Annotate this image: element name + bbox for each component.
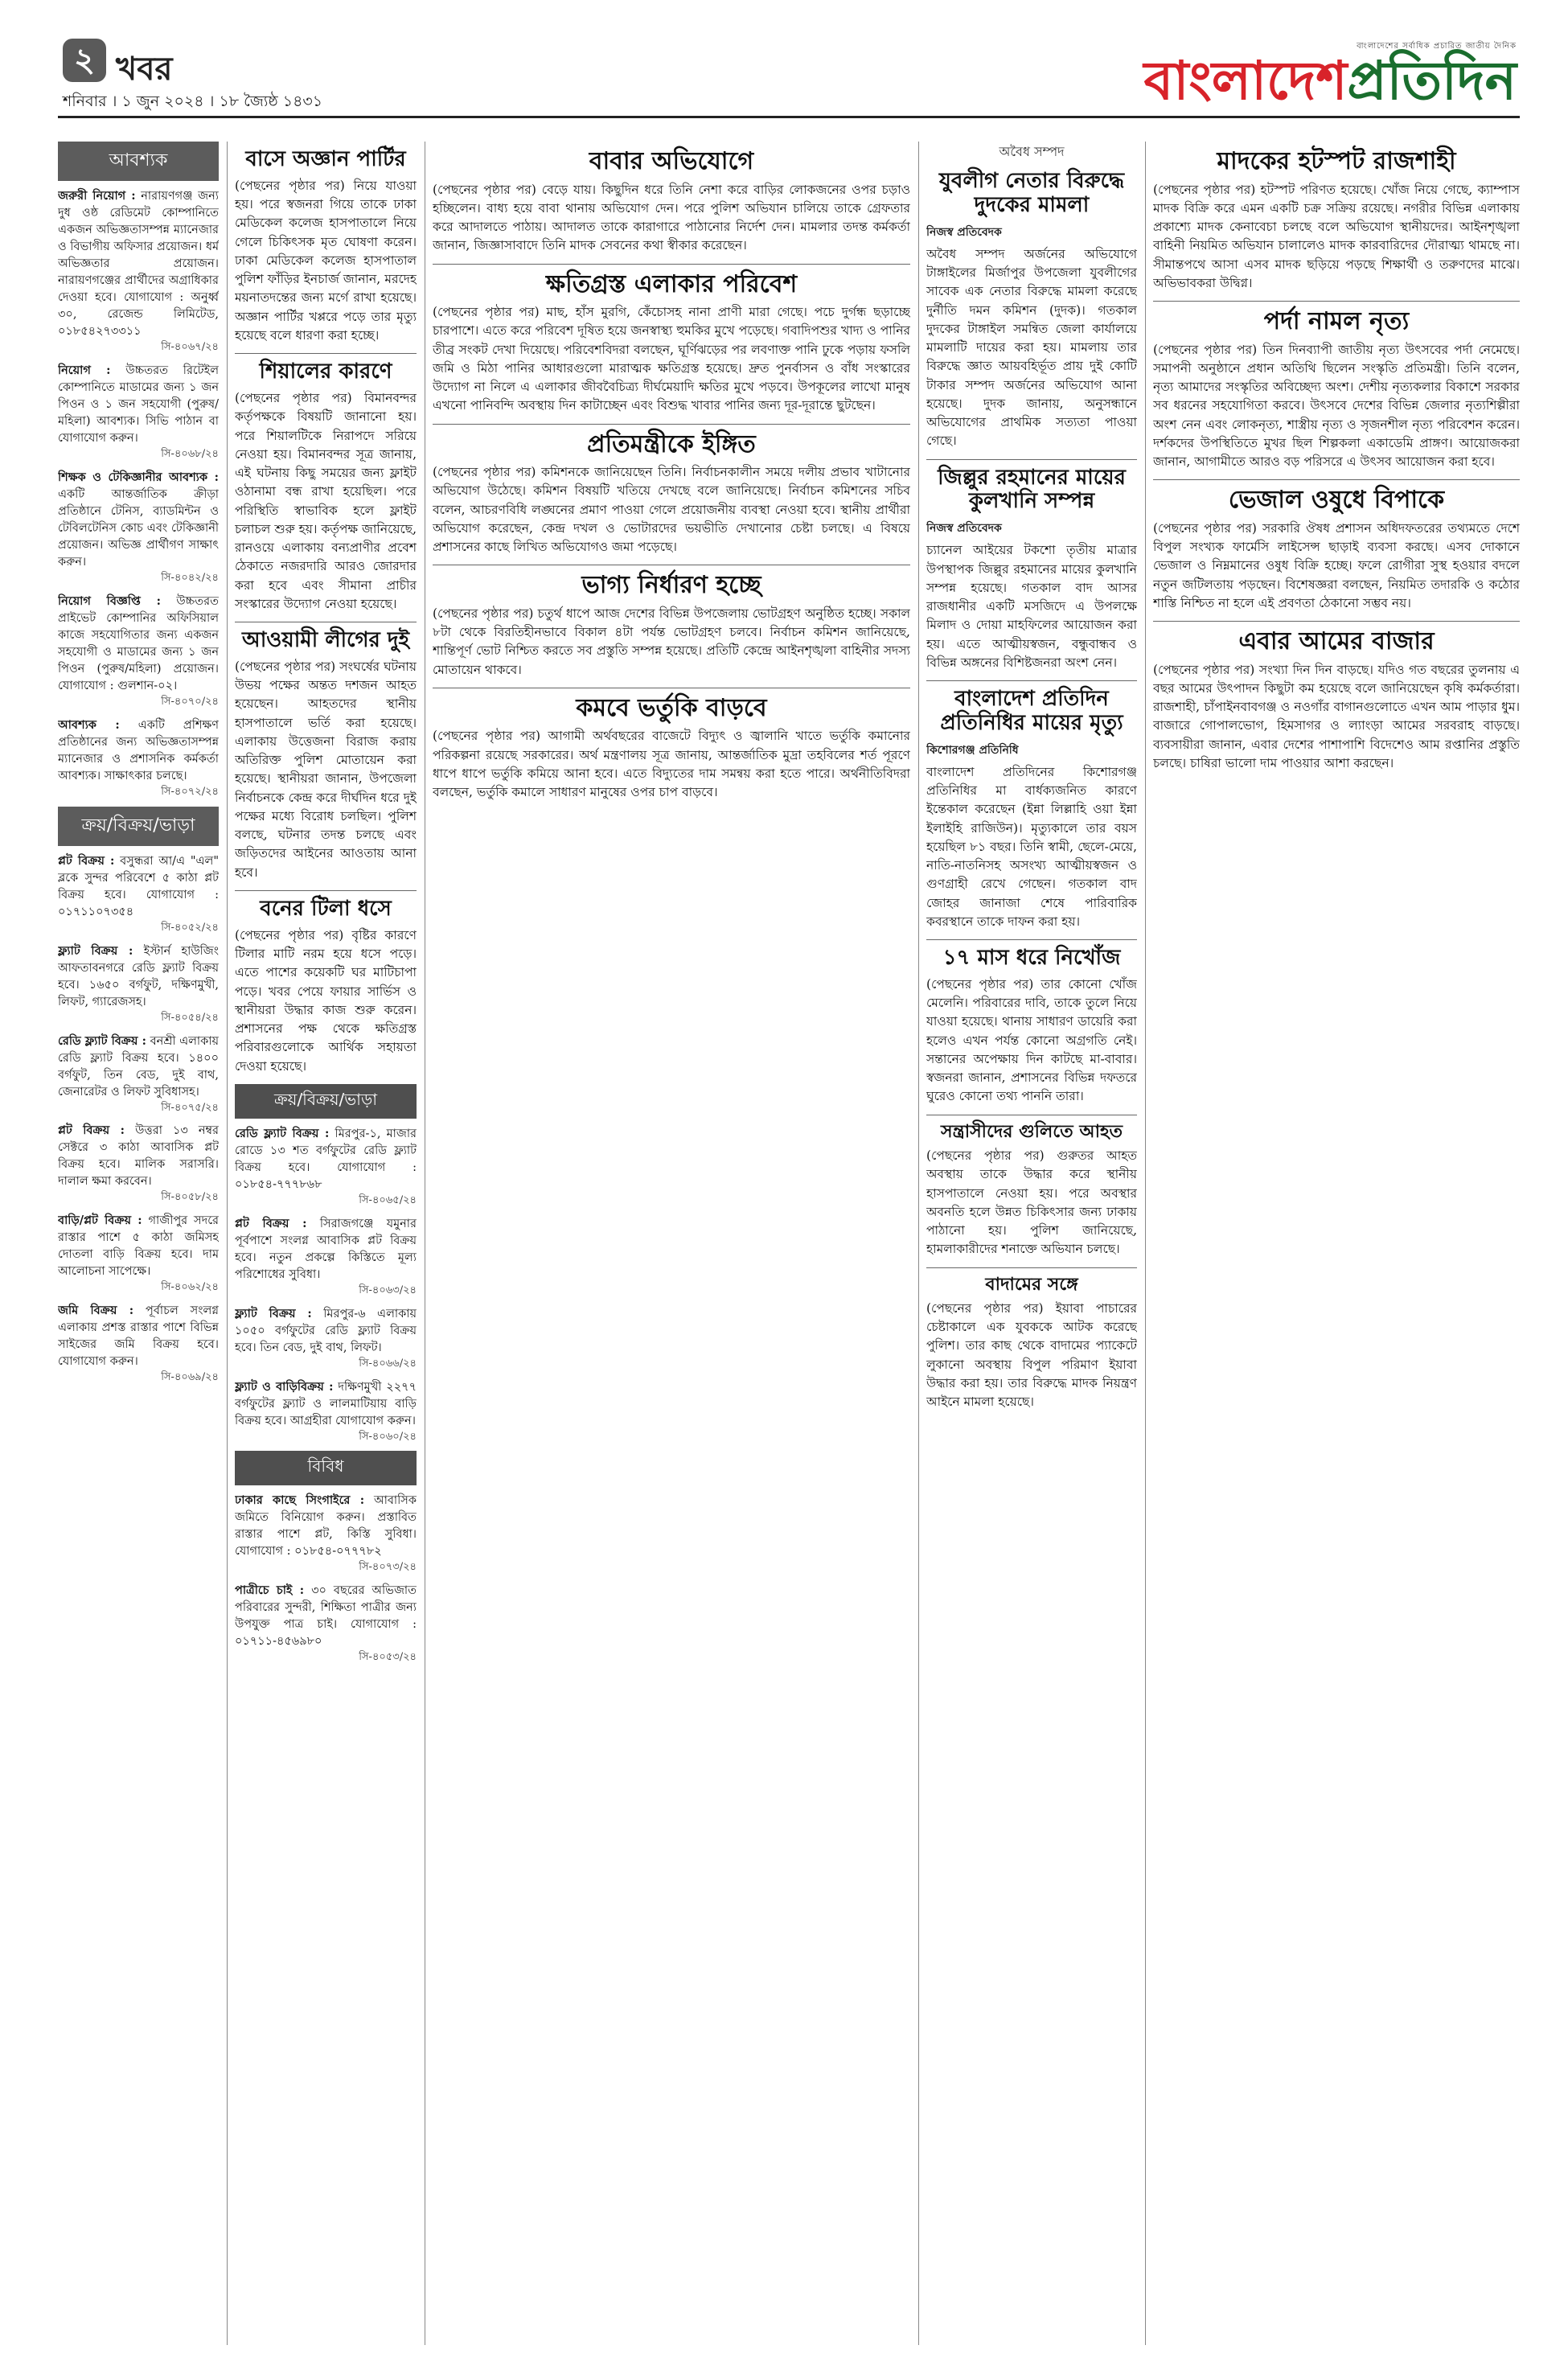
classified-ad-ref: সি-৪০৬৩/২৪ [359, 1284, 417, 1296]
classified-ad [235, 1125, 417, 1209]
story-divider [926, 1267, 1137, 1268]
news-column-2 [235, 142, 417, 2345]
brand-name-part2: প্রতিদিন [1347, 49, 1517, 112]
story-divider [433, 264, 910, 265]
story-father-complaint: (পেছনের পৃষ্ঠার পর) বেড়ে যায়। কিছুদিন ধরে তিনি নেশা করে বাড়ির লোকজনের ওপর চড়াও হচ্ছিলেন। বাধ্য হয়ে বাবা থানায় অভিযোগ দেন। পরে পুলিশ অভিযান চালিয়ে তাকে গ্রেফতার করে আদালতে পাঠায়। আদালত তাকে কারাগারে পাঠানোর নির্দেশ দেন। মামলার তদন্ত কর্মকর্তা জানান, জিজ্ঞাসাবাদে তিনি মাদক সেবনের কথা স্বীকার করেছেন। [433, 182, 910, 253]
classified-ad-title: প্লট বিক্রয় : [235, 1216, 307, 1230]
classified-ad [58, 593, 219, 710]
classified-ad [58, 1212, 219, 1296]
classified-ad [58, 1122, 219, 1205]
classified-ad [58, 469, 219, 586]
classified-ad-ref: সি-৪০৭০/২৪ [161, 695, 219, 708]
story-divider [1153, 479, 1520, 480]
classified-ad-title: শিক্ষক ও টেকিজ্ঞানীর আবশ্যক : [58, 470, 219, 484]
ads-list-wanted [58, 187, 219, 800]
classified-ad-title: পাত্রীচে চাই : [235, 1583, 305, 1598]
classified-ad [235, 1305, 417, 1372]
column-divider [918, 142, 919, 2345]
byline: নিজস্ব প্রতিবেদক [926, 225, 1002, 239]
story-drug-hotspot: (পেছনের পৃষ্ঠার পর) হটস্পট পরিণত হয়েছে। খোঁজ নিয়ে গেছে, ক্যাম্পাস মাদক বিক্রি করে এমন একটি চক্র সক্রিয় রয়েছে। নগরীর বিভিন্ন এলাকায় প্রকাশ্যে মাদক কেনাবেচা চলছে বলে অভিযোগ স্থানীয়দের। আইনশৃঙ্খলা বাহিনী নিয়মিত অভিযান চালালেও মাদক কারবারিদের দৌরাত্ম্য থামছে না। সীমান্তপথে আসা এসব মাদক ছড়িয়ে পড়ছে শিক্ষার্থী ও তরুণদের মাঝে। অভিভাবকরা উদ্বিগ্ন। [1153, 182, 1520, 290]
headline-fake-medicine: ভেজাল ওষুধে বিপাকে [1228, 486, 1445, 515]
classified-ad-title: রেডি ফ্ল্যাট বিক্রয় : [235, 1126, 330, 1140]
classified-ad [58, 852, 219, 936]
story-divider [235, 890, 417, 891]
ads-list-sale [58, 852, 219, 1386]
classified-ad-text: আবাসিক জমিতে বিনিয়োগ করুন। প্রস্তাবিত রাস্তার পাশে প্লট, কিস্তি সুবিধা। যোগাযোগ : ০১৮৫৪-০৭৭৭৮২ [235, 1494, 417, 1559]
headline-shooting: সন্ত্রাসীদের গুলিতে আহত [940, 1120, 1123, 1142]
classified-ad-text: উত্তরা ১৩ নম্বর সেক্টরে ৩ কাঠা আবাসিক প্লট বিক্রয় হবে। মালিক সরাসরি। দালাল ক্ষমা করবেন। [58, 1124, 219, 1189]
classified-ad-text: একটি প্রশিক্ষণ প্রতিষ্ঠানের জন্য অভিজ্ঞতাসম্পন্ন ম্যানেজার ও প্রশাসনিক কর্মকর্তা আবশ্যক। সাক্ষাৎকার চলছে। [58, 718, 219, 782]
classified-ad-title: বাড়ি/প্লট বিক্রয় : [58, 1214, 142, 1228]
classified-ad-title: রেডি ফ্ল্যাট বিক্রয় : [58, 1033, 146, 1048]
classified-ad-title: নিয়োগ : [58, 363, 111, 377]
story-divider [926, 459, 1137, 460]
headline-correspondent-mother: বাংলাদেশ প্রতিদিন প্রতিনিধির মায়ের মৃত্যু [940, 687, 1123, 735]
story-divider [926, 939, 1137, 940]
story-fate-decided: (পেছনের পৃষ্ঠার পর) চতুর্থ ধাপে আজ দেশের বিভিন্ন উপজেলায় ভোটগ্রহণ অনুষ্ঠিত হচ্ছে। সকাল ৮টা থেকে বিরতিহীনভাবে বিকাল ৪টা পর্যন্ত ভোটগ্রহণ চলবে। নির্বাচন কমিশন জানিয়েছে, শান্তিপূর্ণ ভোট নিশ্চিত করতে সব প্রস্তুতি সম্পন্ন হয়েছে। প্রতিটি কেন্দ্রে আইনশৃঙ্খলা বাহিনীর সদস্য মোতায়েন থাকবে। [433, 606, 910, 677]
classified-ad-title: ফ্ল্যাট বিক্রয় : [235, 1306, 312, 1320]
story-divider [235, 353, 417, 354]
classified-ad-ref: সি-৪০৫৩/২৪ [359, 1651, 417, 1664]
brand-logo [1143, 40, 1517, 112]
story-divider [926, 680, 1137, 681]
classified-ad-text: বসুন্ধরা আ/এ "এল" ব্লকে সুন্দর পরিবেশে ৫ কাঠা প্লট বিক্রয় হবে। যোগাযোগ : ০১৭১১০৭৩৫৪ [58, 854, 219, 918]
byline: নিজস্ব প্রতিবেদক [926, 522, 1002, 536]
dateline: শনিবার । ১ জুন ২০২৪ । ১৮ জ্যৈষ্ঠ ১৪৩১ [63, 92, 323, 110]
classified-ad-text: গাজীপুর সদরে রাস্তার পাশে ৫ কাঠা জমিসহ দোতলা বাড়ি বিক্রয় হবে। দাম আলোচনা সাপেক্ষে। [58, 1214, 219, 1279]
story-fake-medicine: (পেছনের পৃষ্ঠার পর) সরকারি ঔষধ প্রশাসন অধিদফতরের তথ্যমতে দেশে বিপুল সংখ্যক ফার্মেসি লাইসেন্স ছাড়াই ব্যবসা করছে। এসব দোকানে ভেজাল ও নিম্নমানের ওষুধ বিক্রি হচ্ছে। ফলে রোগীরা সুস্থ হওয়ার বদলে নতুন জটিলতায় পড়ছেন। বিশেষজ্ঞরা বলছেন, নিয়মিত তদারকি ও কঠোর শাস্তি নিশ্চিত না হলে এই প্রবণতা ঠেকানো সম্ভব নয়। [1153, 520, 1520, 610]
classified-ad-ref: সি-৪০৬৫/২৪ [359, 1193, 417, 1206]
story-bus-robbers: (পেছনের পৃষ্ঠার পর) নিয়ে যাওয়া হয়। পরে স্বজনরা গিয়ে তাকে ঢাকা মেডিকেল কলেজ হাসপাতালে নিয়ে গেলে চিকিৎসক মৃত ঘোষণা করেন। ঢাকা মেডিকেল কলেজ হাসপাতাল পুলিশ ফাঁড়ির ইনচার্জ জানান, মরদেহ ময়নাতদন্তের জন্য মর্গে রাখা হয়েছে। অজ্ঞান পার্টির খপ্পরে পড়ে তার মৃত্যু হয়েছে বলে ধারণা করা হচ্ছে। [235, 178, 417, 343]
headline-nuts: বাদামের সঙ্গে [985, 1273, 1078, 1295]
column-divider [227, 142, 228, 2345]
headline-fate-decided: ভাগ্য নির্ধারণ হচ্ছে [581, 571, 761, 600]
classified-ad [58, 1033, 219, 1116]
classified-ad-ref: সি-৪০৬৬/২৪ [359, 1357, 417, 1370]
classified-ad-title: প্লট বিক্রয় : [58, 853, 115, 868]
story-hill-collapse: (পেছনের পৃষ্ঠার পর) বৃষ্টির কারণে টিলার মাটি নরম হয়ে ধসে পড়ে। এতে পাশের কয়েকটি ঘর মাটিচাপা পড়ে। খবর পেয়ে ফায়ার সার্ভিস ও স্থানীয়রা উদ্ধার কাজ শুরু করেন। প্রশাসনের পক্ষ থেকে ক্ষতিগ্রস্ত পরিবারগুলোকে আর্থিক সহায়তা দেওয়া হয়েছে। [235, 927, 417, 1074]
classified-ad-title: জমি বিক্রয় : [58, 1304, 134, 1318]
story-correspondent-mother: বাংলাদেশ প্রতিদিনের কিশোরগঞ্জ প্রতিনিধির মা বার্ধক্যজনিত কারণে ইন্তেকাল করেছেন (ইন্না লিল্লাহি ওয়া ইন্না ইলাইহি রাজিউন)। মৃত্যুকালে তার বয়স হয়েছিল ৮১ বছর। তিনি স্বামী, ছেলে-মেয়ে, নাতি-নাতনিসহ অসংখ্য আত্মীয়স্বজন ও গুণগ্রাহী রেখে গেছেন। গতকাল বাদ জোহর জানাজা শেষে পারিবারিক কবরস্থানে তাকে দাফন করা হয়। [926, 764, 1137, 929]
classified-ad-text: একটি আন্তর্জাতিক ক্রীড়া প্রতিষ্ঠানে টেনিস, ব্যাডমিন্টন ও টেবিলটেনিস কোচ এবং টেকিজ্ঞানী প্রয়োজন। অভিজ্ঞ প্রার্থীগণ সাক্ষাৎ করুন। [58, 487, 219, 569]
classified-ad-title: আবশ্যক : [58, 717, 120, 732]
story-kulkhani: চ্যানেল আইয়ের টকশো তৃতীয় মাত্রার উপস্থাপক জিল্লুর রহমানের মায়ের কুলখানি সম্পন্ন হয়েছে। গতকাল বাদ আসর রাজধানীর একটি মসজিদে এ উপলক্ষে মিলাদ ও দোয়া মাহফিলের আয়োজন করা হয়। এতে আত্মীয়স্বজন, বন্ধুবান্ধব ও বিভিন্ন অঙ্গনের বিশিষ্টজনরা অংশ নেন। [926, 543, 1137, 670]
story-shooting: (পেছনের পৃষ্ঠার পর) গুরুতর আহত অবস্থায় তাকে উদ্ধার করে স্থানীয় হাসপাতালে নেওয়া হয়। পরে অবস্থার অবনতি হলে উন্নত চিকিৎসার জন্য ঢাকায় পাঠানো হয়। পুলিশ জানিয়েছে, হামলাকারীদের শনাক্তে অভিযান চলছে। [926, 1148, 1137, 1257]
classified-ad-title: প্লট বিক্রয় : [58, 1123, 125, 1138]
classified-ad-ref: সি-৪০৫৪/২৪ [161, 1011, 219, 1024]
classified-ad-ref: সি-৪০৭৫/২৪ [161, 1101, 219, 1114]
classifieds-heading-sale: ক্রয়/বিক্রয়/ভাড়া [58, 807, 219, 846]
classified-ad-title: জরুরী নিয়োগ : [58, 189, 136, 203]
kicker-illegal-assets: অবৈধ সম্পদ [999, 144, 1065, 159]
story-dance-festival: (পেছনের পৃষ্ঠার পর) তিন দিনব্যাপী জাতীয় নৃত্য উৎসবের পর্দা নেমেছে। সমাপনী অনুষ্ঠানে প্রধান অতিথি ছিলেন সংস্কৃতি প্রতিমন্ত্রী। তিনি বলেন, নৃত্য আমাদের সংস্কৃতির অবিচ্ছেদ্য অংশ। দেশীয় নৃত্যকলার বিকাশে সরকার সব ধরনের সহযোগিতা করবে। উৎসবে দেশের বিভিন্ন জেলার নৃত্যশিল্পীরা অংশ নেন এবং লোকনৃত্য, শাস্ত্রীয় নৃত্য ও সৃজনশীল নৃত্য পরিবেশন করেন। দর্শকদের উপস্থিতিতে মুখর ছিল শিল্পকলা একাডেমি প্রাঙ্গণ। আয়োজকরা জানান, আগামীতে আরও বড় পরিসরে এ উৎসব আয়োজন করা হবে। [1153, 342, 1520, 469]
classified-ad [58, 187, 219, 355]
story-divider [1153, 301, 1520, 302]
headline-mango-market: এবার আমের বাজার [1238, 627, 1435, 655]
story-divider [433, 424, 910, 425]
ads-list-sale-2 [235, 1125, 417, 1445]
classified-ad-text: দক্ষিণমুখী ২২৭৭ বর্গফুটের ফ্ল্যাট ও লালমাটিয়ায় বাড়ি বিক্রয় হবে। আগ্রহীরা যোগাযোগ করুন। [235, 1380, 417, 1427]
story-nuts: (পেছনের পৃষ্ঠার পর) ইয়াবা পাচারের চেষ্টাকালে এক যুবককে আটক করেছে পুলিশ। তার কাছ থেকে বাদামের প্যাকেটে লুকানো অবস্থায় বিপুল পরিমাণ ইয়াবা উদ্ধার করা হয়। তার বিরুদ্ধে মাদক নিয়ন্ত্রণ আইনে মামলা হয়েছে। [926, 1300, 1137, 1410]
headline-kulkhani: জিল্লুর রহমানের মায়ের কুলখানি সম্পন্ন [938, 465, 1126, 514]
story-subsidy-cut: (পেছনের পৃষ্ঠার পর) আগামী অর্থবছরের বাজেটে বিদ্যুৎ ও জ্বালানি খাতে ভর্তুকি কমানোর পরিকল্পনা রয়েছে সরকারের। অর্থ মন্ত্রণালয় সূত্র জানায়, আন্তর্জাতিক মুদ্রা তহবিলের শর্ত পূরণে ধাপে ধাপে ভর্তুকি কমিয়ে আনা হবে। এতে বিদ্যুতের দাম সমন্বয় করা হতে পারে। অর্থনীতিবিদরা বলছেন, ভর্তুকি কমালে সাধারণ মানুষের ওপর চাপ বাড়বে। [433, 729, 910, 799]
classified-ad [58, 943, 219, 1026]
classified-ad-ref: সি-৪০৬৯/২৪ [161, 1371, 219, 1384]
classified-ad-title: ঢাকার কাছে সিংগাইরে : [235, 1493, 365, 1508]
classified-ad [235, 1215, 417, 1299]
classified-ad-text: ৩০ বছরের অভিজাত পরিবারের সুন্দরী, শিক্ষিতা পাত্রীর জন্য উপযুক্ত পাত্র চাই। যোগাযোগ : ০১৭১১-৪৫৬৯৮০ [235, 1584, 417, 1649]
column-divider [1145, 142, 1146, 2345]
news-column-4 [926, 142, 1137, 2345]
story-jackal: (পেছনের পৃষ্ঠার পর) বিমানবন্দর কর্তৃপক্ষকে বিষয়টি জানানো হয়। পরে শিয়ালটিকে নিরাপদে সরিয়ে নেওয়া হয়। বিমানবন্দর সূত্র জানায়, এই ঘটনায় কিছু সময়ের জন্য ফ্লাইট ওঠানামা বন্ধ রাখা হয়েছিল। পরে পরিস্থিতি স্বাভাবিক হলে ফ্লাইট চলাচল শুরু হয়। কর্তৃপক্ষ জানিয়েছে, রানওয়ে এলাকায় বন্যপ্রাণীর প্রবেশ ঠেকাতে নজরদারি আরও জোরদার করা হবে এবং সীমানা প্রাচীর সংস্কারের উদ্যোগ নেওয়া হয়েছে। [235, 391, 417, 611]
headline-drug-hotspot: মাদকের হটস্পট রাজশাহী [1217, 147, 1456, 175]
headline-damaged-area: ক্ষতিগ্রস্ত এলাকার পরিবেশ [545, 269, 798, 298]
story-awami-league-clash: (পেছনের পৃষ্ঠার পর) সংঘর্ষের ঘটনায় উভয় পক্ষের অন্তত দশজন আহত হয়েছেন। আহতদের স্থানীয় হাসপাতালে ভর্তি করা হয়েছে। এলাকায় উত্তেজনা বিরাজ করায় অতিরিক্ত পুলিশ মোতায়েন করা হয়েছে। স্থানীয়রা জানান, উপজেলা নির্বাচনকে কেন্দ্র করে দীর্ঘদিন ধরে দুই পক্ষের মধ্যে বিরোধ চলছিল। পুলিশ বলছে, ঘটনার তদন্ত চলছে এবং জড়িতদের আইনের আওতায় আনা হবে। [235, 659, 417, 880]
classified-ad-text: সিরাজগঞ্জে যমুনার পূর্বপাশে সংলগ্ন আবাসিক প্লট বিক্রয় হবে। নতুন প্রকল্পে কিস্তিতে মূল্য পরিশোধের সুবিধা। [235, 1217, 417, 1281]
classified-ad-ref: সি-৪০৬৮/২৪ [161, 448, 219, 461]
classified-ad [235, 1492, 417, 1575]
ads-list-misc [235, 1492, 417, 1665]
classifieds-band-misc: বিবিধ [235, 1451, 417, 1485]
classified-ad-text: নারায়ণগঞ্জ জন্য দুধ ওষ্ঠ রেডিমেট কোম্পানিতে একজন অভিজ্ঞতাসম্পন্ন ম্যানেজার ও বিভাগীয় অফিসার প্রয়োজন। ধর্ম অভিজ্ঞতার প্রয়োজন। নারায়ণগঞ্জের প্রার্থীদের অগ্রাধিকার দেওয়া হবে। যোগাযোগ : অনুর্ধ্ব ৩০, রেজেন্ড লিমিটেড, ০১৮৫৪২৭৩৩১১ [58, 190, 219, 339]
classifieds-column [58, 142, 219, 2345]
news-column-3 [433, 142, 910, 2345]
classified-ad-title: ফ্ল্যাট ও বাড়িবিক্রয় : [235, 1379, 334, 1394]
story-damaged-area: (পেছনের পৃষ্ঠার পর) মাছ, হাঁস মুরগি, কেঁচোসহ নানা প্রাণী মারা গেছে। পচে দুর্গন্ধ ছড়াচ্ছে চারপাশে। এতে করে পরিবেশ দূষিত হয়ে জনস্বাস্থ্য হুমকির মুখে পড়েছে। গবাদিপশুর খাদ্য ও পানির তীব্র সংকট দেখা দিয়েছে। পরিবেশবিদরা বলছেন, ঘূর্ণিঝড়ের পর লবণাক্ত পানি ঢুকে পড়ায় ফসলি জমি ও মিঠা পানির আধারগুলো মারাত্মক ক্ষতিগ্রস্ত হয়েছে। দ্রুত পুনর্বাসন ও বাঁধ সংস্কারের উদ্যোগ না নিলে এ এলাকার জীববৈচিত্র্য দীর্ঘমেয়াদি ক্ষতির মুখে পড়বে। উপকূলের লাখো মানুষ এখনো পানিবন্দি অবস্থায় দিন কাটাচ্ছেন এবং বিশুদ্ধ খাবার পানির জন্য দূর-দূরান্তে ছুটছেন। [433, 305, 910, 413]
headline-bus-robbers: বাসে অজ্ঞান পার্টির [245, 147, 406, 171]
classified-ad-text: মিরপুর-১, মাজার রোডে ১৩ শত বর্গফুটের রেডি ফ্ল্যাট বিক্রয় হবে। যোগাযোগ : ০১৮৫৪-৭৭৭৮৬৮ [235, 1127, 417, 1191]
brand-name [1143, 49, 1517, 112]
classified-ad-title: ফ্ল্যাট বিক্রয় : [58, 943, 133, 958]
headline-jackal: শিয়ালের কারণে [259, 359, 392, 384]
classified-ad-ref: সি-৪০৫৮/২৪ [161, 1191, 219, 1204]
headline-dance-festival: পর্দা নামল নৃত্য [1263, 307, 1410, 335]
headline-subsidy-cut: কমবে ভর্তুকি বাড়বে [576, 693, 767, 722]
page-number-badge: ২ [63, 39, 106, 82]
classifieds-heading-wanted: আবশ্যক [58, 142, 219, 181]
classified-ad [235, 1582, 417, 1665]
byline: কিশোরগঞ্জ প্রতিনিধি [926, 743, 1019, 757]
classifieds-band-sale: ক্রয়/বিক্রয়/ভাড়া [235, 1084, 417, 1119]
masthead-rule [58, 116, 1520, 118]
headline-missing-17-months: ১৭ মাস ধরে নিখোঁজ [942, 946, 1121, 971]
classified-ad-text: মিরপুর-৬ এলাকায় ১০৫০ বর্গফুটের রেডি ফ্ল্যাট বিক্রয় হবে। তিন বেড, দুই বাথ, লিফট। [235, 1307, 417, 1354]
classified-ad-ref: সি-৪০৭৩/২৪ [359, 1561, 417, 1574]
news-column-5 [1153, 142, 1520, 2345]
headline-awami-league-clash: আওয়ামী লীগের দুই [241, 628, 410, 653]
story-acc-case: অবৈধ সম্পদ অর্জনের অভিযোগে টাঙ্গাইলের মির্জাপুর উপজেলা যুবলীগের সাবেক এক নেতার বিরুদ্ধে মামলা করেছে দুর্নীতি দমন কমিশন (দুদক)। গতকাল দুদকের টাঙ্গাইল সমন্বিত জেলা কার্যালয়ে মামলাটি দায়ের করা হয়। মামলায় তার বিরুদ্ধে জ্ঞাত আয়বহির্ভূত প্রায় দুই কোটি টাকার সম্পদ অর্জনের অভিযোগ আনা হয়েছে। দুদক জানায়, অনুসন্ধানে অভিযোগের প্রাথমিক সত্যতা পাওয়া গেছে। [926, 246, 1137, 449]
story-missing-17-months: (পেছনের পৃষ্ঠার পর) তার কোনো খোঁজ মেলেনি। পরিবারের দাবি, তাকে তুলে নিয়ে যাওয়া হয়েছে। থানায় সাধারণ ডায়েরি করা হলেও এখন পর্যন্ত কোনো অগ্রগতি নেই। সন্তানের অপেক্ষায় দিন কাটছে মা-বাবার। স্বজনরা জানান, প্রশাসনের বিভিন্ন দফতরে ঘুরেও কোনো তথ্য পাননি তারা। [926, 976, 1137, 1104]
classified-ad-ref: সি-৪০৬০/২৪ [359, 1430, 417, 1443]
classified-ad [58, 717, 219, 800]
classified-ad-text: ইস্টার্ন হাউজিং আফতাবনগরে রেডি ফ্ল্যাট বিক্রয় হবে। ১৬৫০ বর্গফুট, দক্ষিণমুখী, লিফট, গ্যারেজসহ। [58, 944, 219, 1008]
headline-hill-collapse: বনের টিলা ধসে [260, 896, 392, 921]
brand-tagline: বাংলাদেশের সর্বাধিক প্রচারিত জাতীয় দৈনিক [1357, 42, 1517, 51]
classified-ad-ref: সি-৪০৬২/২৪ [161, 1281, 219, 1294]
classified-ad-ref: সি-৪০৬৭/২৪ [161, 341, 219, 354]
classified-ad [58, 362, 219, 462]
headline-father-complaint: বাবার অভিযোগে [589, 147, 754, 175]
classified-ad-ref: সি-৪০৪২/২৪ [161, 572, 219, 584]
headline-acc-case: যুবলীগ নেতার বিরুদ্ধে দুদকের মামলা [938, 169, 1125, 217]
brand-name-part1: বাংলাদেশ [1143, 49, 1348, 112]
story-mango-market: (পেছনের পৃষ্ঠার পর) সংখ্যা দিন দিন বাড়ছে। যদিও গত বছরের তুলনায় এ বছর আমের উৎপাদন কিছুটা কম হয়েছে বলে জানিয়েছেন কৃষি কর্মকর্তারা। রাজশাহী, চাঁপাইনবাবগঞ্জ ও নওগাঁর বাগানগুলোতে এখন আম পাড়ার ধুম। বাজারে গোপালভোগ, হিমসাগর ও ল্যাংড়া আমের সরবরাহ বাড়ছে। ব্যবসায়ীরা জানান, এবার দেশের পাশাপাশি বিদেশেও আম রপ্তানির প্রস্তুতি চলছে। চাষিরা ভালো দাম পাওয়ার আশা করছেন। [1153, 662, 1520, 770]
classified-ad-text: উচ্চতরত প্রাইভেট কোম্পানির অফিসিয়াল কাজে সহযোগিতার জন্য একজন সহযোগী ও মাডামের জন্য ১ জন পিওন (পুরুষ/মহিলা) প্রয়োজন। যোগাযোগ : গুলশান-০২। [58, 594, 219, 692]
classified-ad-text: বনশ্রী এলাকায় রেডি ফ্ল্যাট বিক্রয় হবে। ১৪০০ বর্গফুট, তিন বেড, দুই বাথ, জেনারেটর ও লিফট সুবিধাসহ। [58, 1034, 219, 1099]
classified-ad [235, 1378, 417, 1445]
classified-ad [58, 1302, 219, 1386]
headline-minister-hint: প্রতিমন্ত্রীকে ইঙ্গিত [587, 429, 756, 458]
classified-ad-text: উচ্চতরত রিটেইল কোম্পানিতে মাডামের জন্য ১ জন পিওন ও ১ জন সহযোগী (পুরুষ/মহিলা) আবশ্যক। সিভি পাঠান বা যোগাযোগ করুন। [58, 363, 219, 446]
classified-ad-text: পূর্বাচল সংলগ্ন এলাকায় প্রশস্ত রাস্তার পাশে বিভিন্ন সাইজের জমি বিক্রয় হবে। যোগাযোগ করুন। [58, 1304, 219, 1369]
section-name: খবর [116, 50, 173, 88]
story-minister-hint: (পেছনের পৃষ্ঠার পর) কমিশনকে জানিয়েছেন তিনি। নির্বাচনকালীন সময়ে দলীয় প্রভাব খাটানোর অভিযোগ উঠেছে। কমিশন বিষয়টি খতিয়ে দেখছে বলে জানিয়েছে। নির্বাচন কমিশনের সচিব বলেন, আচরণবিধি লঙ্ঘনের প্রমাণ পাওয়া গেলে প্রয়োজনীয় ব্যবস্থা নেওয়া হবে। স্থানীয় প্রার্থীরা অভিযোগ করেছেন, কেন্দ্র দখল ও ভোটারদের ভয়ভীতি দেখানোর চেষ্টা চলছে। এ বিষয়ে প্রশাসনের কাছে লিখিত অভিযোগও জমা পড়েছে। [433, 465, 910, 554]
classified-ad-ref: সি-৪০৭২/২৪ [161, 785, 219, 798]
story-divider [1153, 621, 1520, 622]
classified-ad-ref: সি-৪০৫২/২৪ [161, 921, 219, 934]
classified-ad-title: নিয়োগ বিজ্ঞপ্তি : [58, 594, 161, 608]
